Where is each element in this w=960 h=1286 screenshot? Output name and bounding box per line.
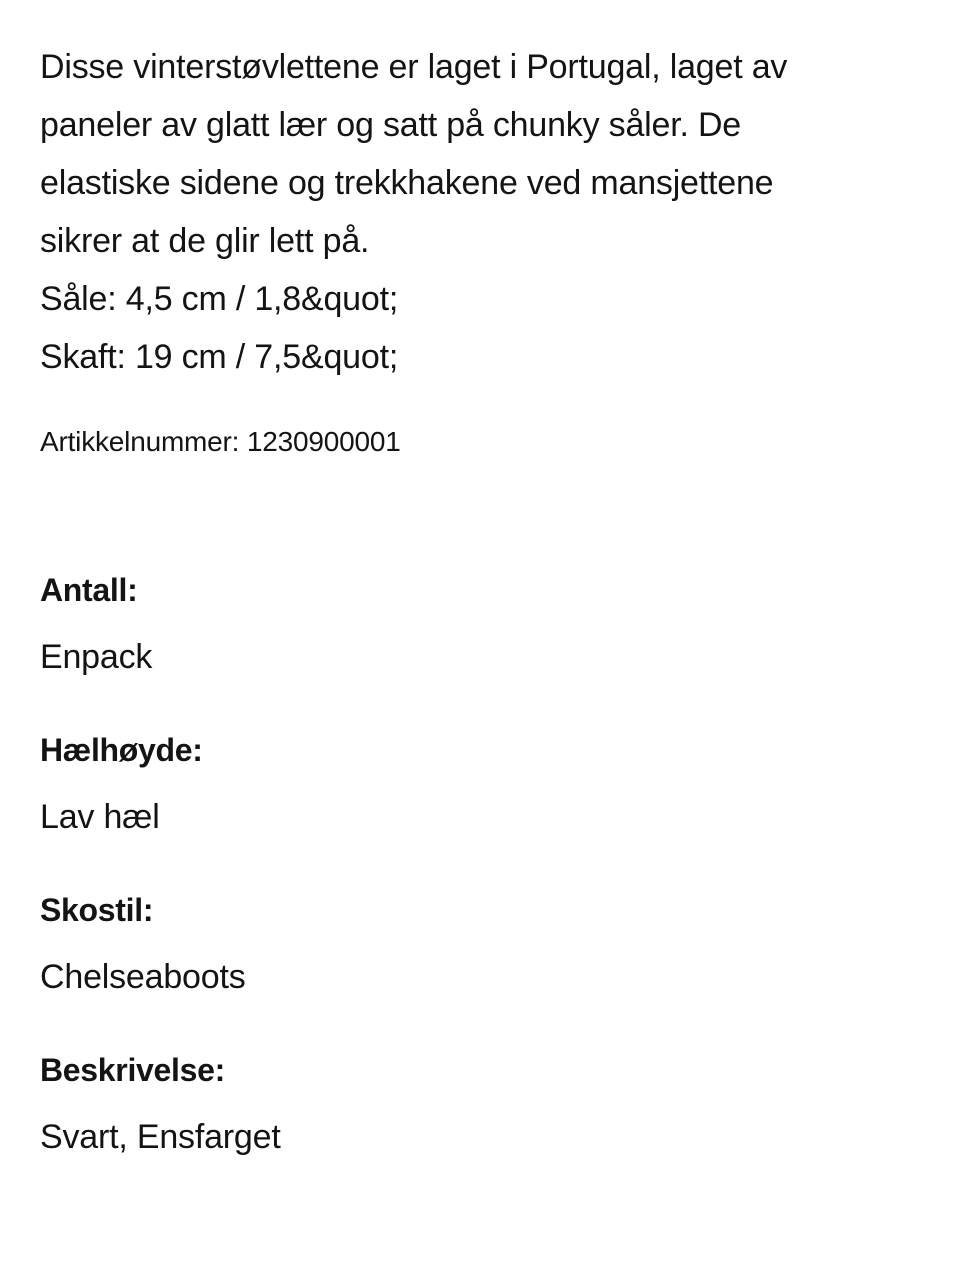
attribute-shoe-style: [40, 888, 920, 1000]
shaft-height-line: Skaft: 19 cm / 7,5&quot;: [40, 338, 399, 376]
product-attributes: [40, 568, 920, 1160]
attribute-value: Enpack: [40, 638, 153, 676]
description-line: paneler av glatt lær og satt på chunky såler. De: [40, 106, 742, 144]
article-number: Artikkelnummer: 1230900001: [40, 426, 401, 457]
attribute-label: Hælhøyde:: [40, 732, 203, 768]
description-line: elastiske sidene og trekkhakene ved mansjettene: [40, 164, 774, 202]
attribute-label: Antall:: [40, 572, 138, 608]
attribute-label: Skostil:: [40, 892, 154, 928]
attribute-value: Lav hæl: [40, 798, 160, 836]
attribute-heel-height: [40, 728, 920, 840]
attribute-label: Beskrivelse:: [40, 1052, 225, 1088]
attribute-value: Chelseaboots: [40, 958, 246, 996]
description-line: Disse vinterstøvlettene er laget i Portugal, laget av: [40, 48, 788, 86]
sole-height-line: Såle: 4,5 cm / 1,8&quot;: [40, 280, 399, 318]
product-description: [40, 38, 920, 386]
attribute-value: Svart, Ensfarget: [40, 1118, 281, 1156]
attribute-quantity: [40, 568, 920, 680]
description-line: sikrer at de glir lett på.: [40, 222, 370, 260]
attribute-description: [40, 1048, 920, 1160]
product-details: [40, 38, 920, 1160]
